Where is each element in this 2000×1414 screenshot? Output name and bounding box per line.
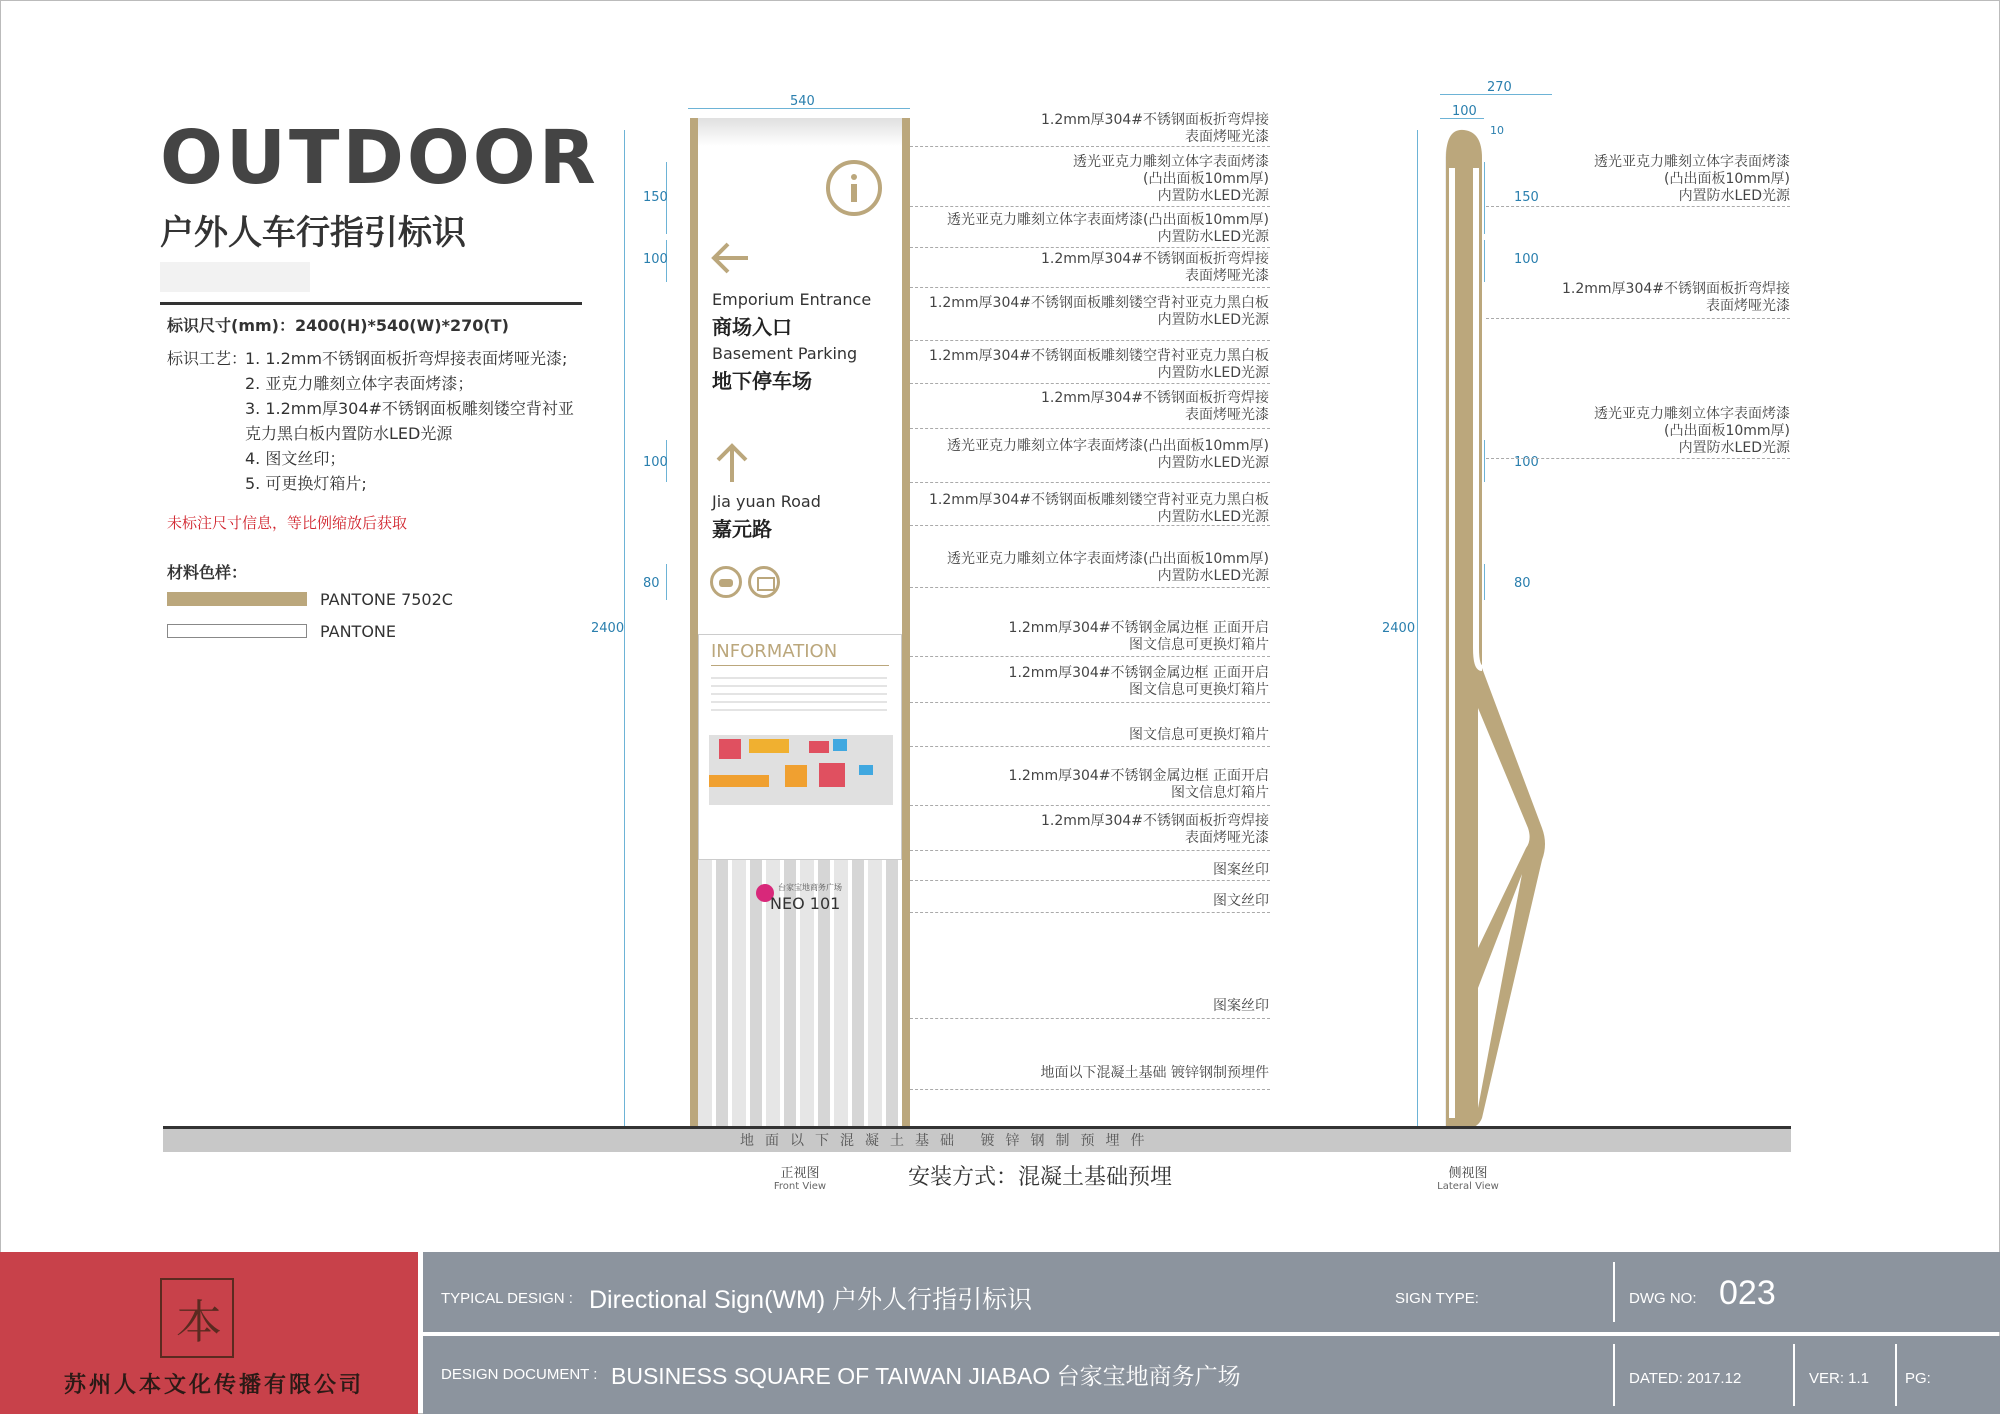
info-icon [826,160,882,216]
spec-process-item: 1. 1.2mm不锈钢面板折弯焊接表面烤哑光漆; [245,349,568,368]
typical-label: TYPICAL DESIGN : [441,1290,573,1307]
footer-row-typical [423,1252,2000,1332]
swatch-white-label: PANTONE [320,622,396,641]
annotation: 图案丝印 [1213,998,1269,1014]
spec-size [167,313,509,336]
sign-type-label: SIGN TYPE: [1395,1290,1479,1307]
annotation: 1.2mm厚304#不锈钢面板雕刻镂空背衬亚克力黑白板 内置防水LED光源 [929,295,1269,328]
dim-front-mark: 100 [643,455,668,470]
leader-line [910,880,1270,882]
leader-line [910,206,1270,208]
annotation: 图案丝印 [1213,862,1269,878]
swatch-white [167,624,307,638]
side-annotation: 透光亚克力雕刻立体字表面烤漆 (凸出面板10mm厚) 内置防水LED光源 [1594,154,1790,204]
site-map [709,735,893,805]
leader-line [910,287,1270,289]
annotation: 透光亚克力雕刻立体字表面烤漆(凸出面板10mm厚) 内置防水LED光源 [946,212,1269,245]
leader-line [910,850,1270,852]
entry-cn: 商场入口 [712,315,792,339]
company-panel [0,1252,418,1414]
annotation: 图文丝印 [1213,893,1269,909]
annotation: 1.2mm厚304#不锈钢面板折弯焊接 表面烤哑光漆 [1041,112,1269,145]
annotation: 地面以下混凝土基础 镀锌钢制预埋件 [1040,1065,1269,1081]
side-annotation: 透光亚克力雕刻立体字表面烤漆 (凸出面板10mm厚) 内置防水LED光源 [1594,406,1790,456]
atm-icon [748,566,780,598]
annotation: 1.2mm厚304#不锈钢面板雕刻镂空背衬亚克力黑白板 内置防水LED光源 [929,492,1269,525]
side-view-cn: 侧视图 [1448,1166,1488,1181]
dim-side-width: 270 [1487,80,1512,95]
swatch-gold-label: PANTONE 7502C [320,590,453,609]
dim-line [666,564,667,600]
dim-side-mark: 80 [1514,576,1531,591]
company-logo: 本 [160,1278,234,1358]
page-number: PG: [1905,1370,1931,1387]
leader-line [910,746,1270,748]
side-sign [1438,128,1548,1130]
entry-cn: 嘉元路 [712,517,772,541]
spec-process-item: 4. 图文丝印； [245,449,346,468]
annotation: 1.2mm厚304#不锈钢金属边框 正面开启 图文信息可更换灯箱片 [1008,665,1269,698]
page-title: OUTDOOR [160,115,599,201]
logo-text: NEO 101 [770,894,841,913]
dated: DATED: 2017.12 [1629,1370,1742,1387]
ground-line [163,1126,1791,1129]
ground-text: 地面以下混凝土基础 镀锌钢制预埋件 [740,1133,1156,1149]
leader-line [910,383,1270,385]
spec-process-item: 3. 1.2mm厚304#不锈钢面板雕刻镂空背衬亚 [245,399,574,418]
leader-line [910,805,1270,807]
leader-line [1486,318,1790,320]
doc-value: BUSINESS SQUARE OF TAIWAN JIABAO 台家宝地商务广场 [611,1363,1241,1389]
front-view-en: Front View [773,1181,827,1192]
material-label: 材料色样： [167,563,248,582]
annotation: 1.2mm厚304#不锈钢金属边框 正面开启 图文信息灯箱片 [1008,768,1269,801]
arrow-up-icon [712,440,752,484]
leader-line [910,247,1270,249]
annotation: 透光亚克力雕刻立体字表面烤漆(凸出面板10mm厚) 内置防水LED光源 [946,438,1269,471]
dim-line [1417,130,1418,1128]
dim-front-mark: 100 [643,252,668,267]
footer-row-document [423,1336,2000,1414]
leader-line [910,525,1270,527]
dim-side-mark: 100 [1514,455,1539,470]
front-view-label [760,1162,840,1192]
entry-en: Basement Parking [712,344,858,363]
divider [1895,1344,1897,1406]
dim-front-height: 2400 [591,621,625,636]
leader-line [910,912,1270,914]
side-annotation: 1.2mm厚304#不锈钢面板折弯焊接 表面烤哑光漆 [1562,281,1790,314]
spec-process-label: 标识工艺： [167,349,248,368]
dim-front-mark: 150 [643,190,668,205]
annotation: 1.2mm厚304#不锈钢面板折弯焊接 表面烤哑光漆 [1041,813,1269,846]
leader-line [910,340,1270,342]
blurred-placeholder [160,262,310,292]
arrow-left-icon [708,238,752,278]
dim-line [1484,440,1485,482]
divider [1793,1344,1795,1406]
spec-process-item: 克力黑白板内置防水LED光源 [245,424,453,443]
page-subtitle: 户外人车行指引标识 [160,213,466,253]
leader-line [910,702,1270,704]
front-view-cn: 正视图 [780,1166,820,1181]
directory-list [711,671,887,715]
leader-line [1486,206,1790,208]
spec-size-label: 标识尺寸(mm)： [167,316,295,335]
spec-size-value: 2400(H)*540(W)*270(T) [294,316,509,335]
leader-line [910,587,1270,589]
swatch-gold [167,592,307,606]
dim-side-mark: 100 [1514,252,1539,267]
dim-side-inner: 100 [1452,104,1477,119]
dim-line [1484,162,1485,234]
annotation: 1.2mm厚304#不锈钢面板折弯焊接 表面烤哑光漆 [1041,251,1269,284]
dimension-note: 未标注尺寸信息，等比例缩放后获取 [167,514,408,532]
side-view-label [1428,1162,1508,1192]
entry-cn: 地下停车场 [712,369,812,393]
annotation: 透光亚克力雕刻立体字表面烤漆(凸出面板10mm厚) 内置防水LED光源 [946,551,1269,584]
annotation: 1.2mm厚304#不锈钢面板折弯焊接 表面烤哑光漆 [1041,390,1269,423]
side-view-en: Lateral View [1437,1181,1499,1192]
dwg-value: 023 [1719,1274,1776,1312]
leader-line [1486,458,1790,460]
logo-subtext: 台家宝地商务广场 [778,883,842,892]
annotation: 图文信息可更换灯箱片 [1129,727,1269,743]
leader-line [910,1018,1270,1020]
dim-front-mark: 80 [643,576,660,591]
leader-line [910,1089,1270,1091]
spec-process-item: 5. 可更换灯箱片; [245,474,367,493]
annotation: 透光亚克力雕刻立体字表面烤漆 (凸出面板10mm厚) 内置防水LED光源 [1073,154,1269,204]
doc-label: DESIGN DOCUMENT : [441,1366,598,1383]
information-panel [698,634,902,860]
leader-line [910,428,1270,430]
entry-en: Emporium Entrance [712,290,872,309]
front-sign [690,118,910,1128]
leader-line [910,146,1270,148]
dim-side-mark: 150 [1514,190,1539,205]
typical-value: Directional Sign(WM) 户外人行指引标识 [589,1286,1033,1314]
dim-side-edge: 10 [1490,124,1504,137]
dim-side-height: 2400 [1382,621,1416,636]
annotation: 1.2mm厚304#不锈钢面板雕刻镂空背衬亚克力黑白板 内置防水LED光源 [929,348,1269,381]
leader-line [910,656,1270,658]
dwg-label: DWG NO: [1629,1290,1697,1307]
dim-line [1484,240,1485,282]
dim-line [624,130,625,1128]
annotation: 1.2mm厚304#不锈钢金属边框 正面开启 图文信息可更换灯箱片 [1008,620,1269,653]
version: VER: 1.1 [1809,1370,1870,1387]
leader-line [910,482,1270,484]
dim-line [1484,564,1485,600]
entry-en: Jia yuan Road [712,492,821,511]
front-sign-cap [698,118,902,146]
divider [1613,1262,1615,1322]
spec-process-item: 2. 亚克力雕刻立体字表面烤漆； [245,374,474,393]
title-rule [160,302,582,305]
information-title: INFORMATION [711,641,838,662]
company-name: 苏州人本文化传播有限公司 [64,1373,365,1398]
car-icon [710,566,742,598]
divider [1613,1344,1615,1406]
install-method: 安装方式：混凝土基础预埋 [908,1165,1173,1190]
dim-front-width: 540 [790,94,815,109]
